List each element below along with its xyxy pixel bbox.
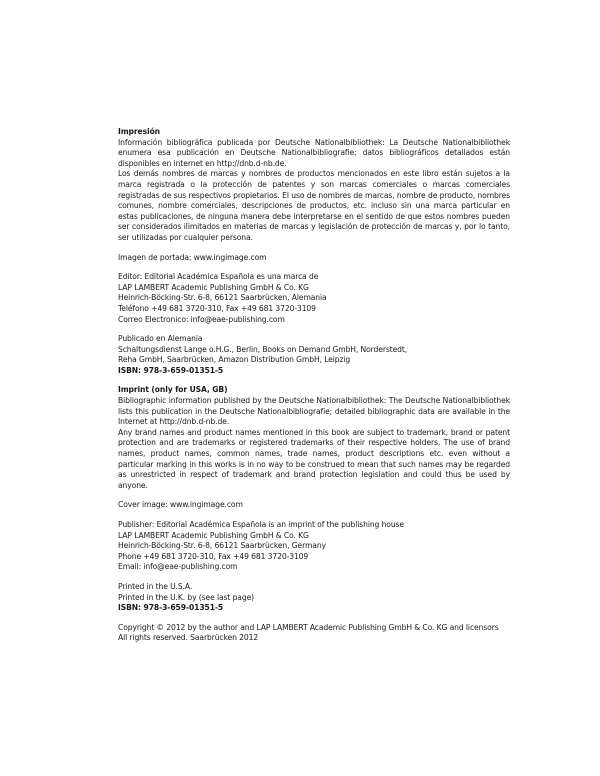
english-printed-block xyxy=(118,582,510,614)
english-cover-line: Cover image: www.ingimage.com xyxy=(118,500,243,510)
english-printed-line: Printed in the U.K. by (see last page) xyxy=(118,592,255,602)
spanish-editor-line: Teléfono +49 681 3720-310, Fax +49 681 3720-3109 xyxy=(118,303,316,313)
copyright-notice: Copyright © 2012 by the author and LAP LAMBERT Academic Publishing GmbH & Co. KG and licensors xyxy=(118,622,499,632)
spanish-editor-line: Correo Electronico: info@eae-publishing.com xyxy=(118,314,285,324)
english-heading: Imprint (only for USA, GB) xyxy=(118,385,228,395)
english-bibliographic-paragraph: Bibliographic information published by the Deutsche Nationalbibliothek: The Deutsche Nationalbibliothek lists this publication in the Deutsche Nationalbibliografie; detailed bibliographic data are available in the Internet at http://dnb.d-nb.de. xyxy=(118,396,510,427)
imprint-page xyxy=(118,127,510,653)
english-publisher-block xyxy=(118,520,510,573)
english-publisher-line: LAP LAMBERT Academic Publishing GmbH & Co. KG xyxy=(118,530,309,540)
spanish-cover-line: Imagen de portada: www.ingimage.com xyxy=(118,252,267,262)
spanish-cover-credit xyxy=(118,253,510,264)
english-publisher-line: Phone +49 681 3720-310, Fax +49 681 3720-3109 xyxy=(118,551,309,561)
english-imprint-text xyxy=(118,385,510,491)
spanish-bibliographic-paragraph: Información bibliográfica publicada por Deutsche Nationalbibliothek: La Deutsche Nationalbibliothek enumera esa publicación en Deutsche Nationalbibliografie; datos bibliográficos detallados están disponibles en internet en http://dnb.d-nb.de. xyxy=(118,137,510,168)
english-trademark-paragraph: Any brand names and product names mentioned in this book are subject to trademark, brand or patent protection and are trademarks or registered trademarks of their respective holders. The use of brand names, product names, common names, trade names, product descriptions etc. even without a particular marking in this works is in no way to be construed to mean that such names may be regarded as unrestricted in respect of trademark and brand protection legislation and could thus be used by anyone. xyxy=(118,427,510,490)
english-cover-credit xyxy=(118,500,510,511)
spanish-editor-line: LAP LAMBERT Academic Publishing GmbH & Co. KG xyxy=(118,282,309,292)
spanish-published-line: Publicado en Alemania xyxy=(118,334,203,344)
spanish-isbn: ISBN: 978-3-659-01351-5 xyxy=(118,365,224,375)
spanish-published-block xyxy=(118,334,510,376)
english-isbn: ISBN: 978-3-659-01351-5 xyxy=(118,603,224,613)
spanish-editor-line: Heinrich-Böcking-Str. 6-8, 66121 Saarbrücken, Alemania xyxy=(118,293,327,303)
spanish-trademark-paragraph: Los demás nombres de marcas y nombres de productos mencionados en este libro están sujetos a la marca registrada o la protección de patentes y son marcas comerciales o marcas comerciales registradas de sus respectivos propietarios. El uso de nombres de marcas, nombre de producto, nombres comunes, nombre comerciales, descripciones de productos, etc. incluso sin una marca particular en estas publicaciones, de ninguna manera debe interpretarse en el sentido de que estos nombres pueden ser considerados ilimitados en materias de marcas y legislación de protección de marcas y, por lo tanto, ser utilizadas por cualquier persona. xyxy=(118,169,510,242)
spanish-heading: Impresión xyxy=(118,127,160,136)
spanish-imprint-text xyxy=(118,127,510,244)
spanish-editor-block xyxy=(118,272,510,325)
english-publisher-line: Publisher: Editorial Académica Española is an imprint of the publishing house xyxy=(118,520,404,529)
copyright-block xyxy=(118,623,510,644)
rights-reserved: All rights reserved. Saarbrücken 2012 xyxy=(118,633,259,643)
spanish-editor-line: Editor: Editorial Académica Española es una marca de xyxy=(118,272,319,282)
english-printed-line: Printed in the U.S.A. xyxy=(118,581,193,591)
english-publisher-line: Email: info@eae-publishing.com xyxy=(118,562,238,572)
english-publisher-line: Heinrich-Böcking-Str. 6-8, 66121 Saarbrücken, Germany xyxy=(118,541,326,551)
spanish-published-line: Reha GmbH, Saarbrücken, Amazon Distribution GmbH, Leipzig xyxy=(118,355,351,365)
spanish-published-line: Schaltungsdienst Lange o.H.G., Berlin, Books on Demand GmbH, Norderstedt, xyxy=(118,344,408,354)
